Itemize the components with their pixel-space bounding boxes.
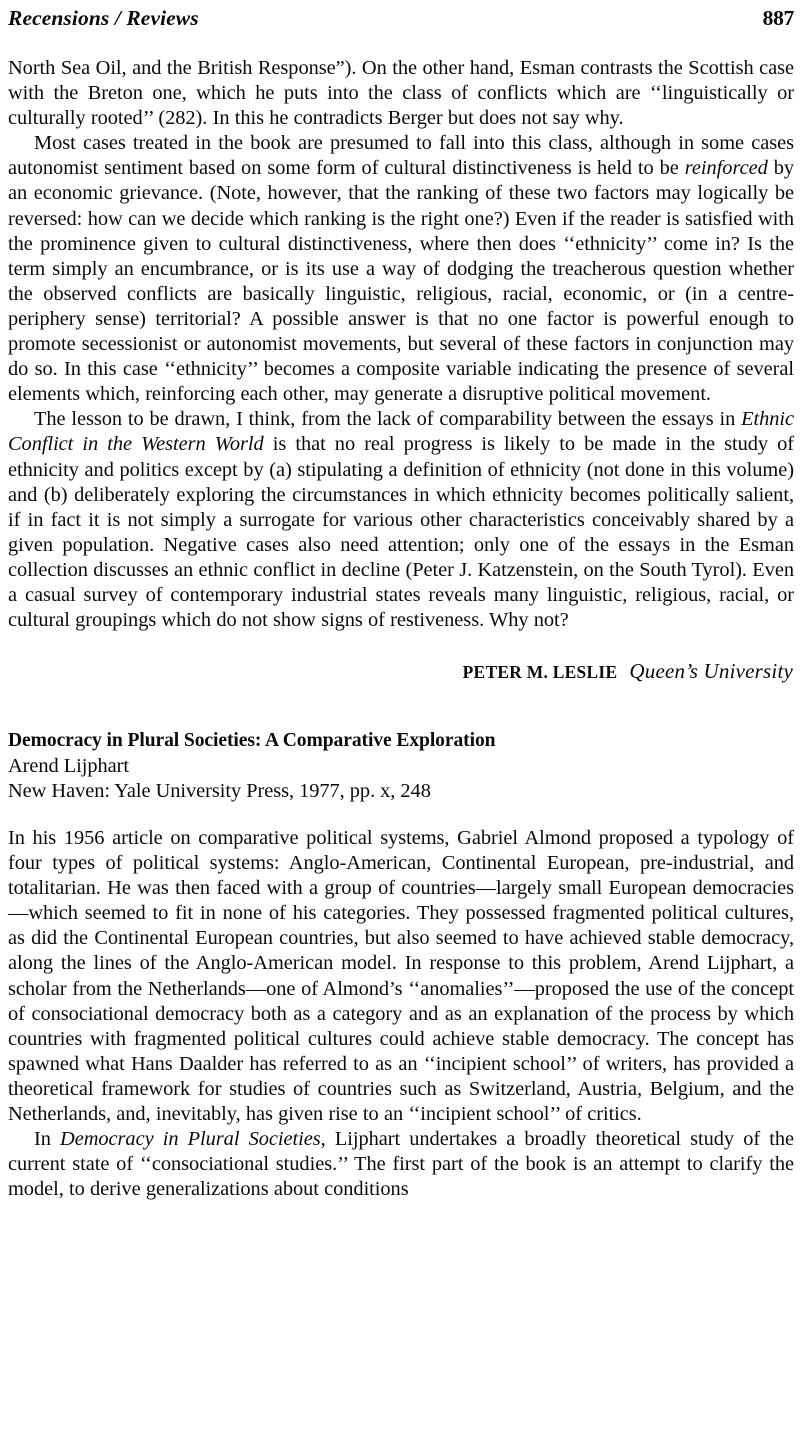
text-run: North Sea Oil, and the British Response”). On the other hand, Esman contrasts the Scottish case with the Breton one, which he puts into the class of conflicts which are ‘‘linguistically or culturally rooted’’ (282). In this he contradicts Berger but does not say why. bbox=[8, 57, 794, 130]
paragraph bbox=[8, 826, 794, 1127]
text-run: is that no real progress is likely to be made in the study of ethnicity and politics except by (a) stipulating a definition of ethnicity (not done in this volume) and (b) deliberately exploring the circumstances in which ethnicity becomes politically salient, if in fact it is not simply a surrogate for various other characteristics conceivably shared by a given population. Negative cases also need attention; only one of the essays in the Esman collection discusses an ethnic conflict in decline (Peter J. Katzenstein, on the South Tyrol). Even a casual survey of contemporary industrial states reveals many linguistic, religious, racial, or cultural groupings which do not show signs of restiveness. Why not? bbox=[8, 433, 795, 632]
text-run: Most cases treated in the book are presumed to fall into this class, although in some cases autonomist sentiment based on some form of cultural distinctiveness is held to be bbox=[8, 132, 794, 180]
review-two-body bbox=[8, 826, 794, 1202]
italic-title: Ethnic Conflict in the Western World bbox=[8, 408, 794, 456]
italic-title: reinforced bbox=[684, 157, 768, 180]
review-one-paragraphs bbox=[8, 56, 794, 633]
page-number: 887 bbox=[762, 6, 794, 30]
reviewer-affiliation: Queen’s University bbox=[629, 659, 793, 684]
book-title: Democracy in Plural Societies: A Comparative Exploration bbox=[8, 730, 496, 752]
paragraph bbox=[8, 56, 794, 131]
review-two-heading bbox=[8, 729, 794, 804]
review-two-paragraphs bbox=[8, 826, 794, 1202]
review-one-body bbox=[8, 56, 794, 685]
book-author: Arend Lijphart bbox=[8, 754, 130, 777]
text-run: In his 1956 article on comparative political systems, Gabriel Almond proposed a typology of four types of political systems: Anglo-American, Continental European, pre-industrial, and totalitarian. He was then faced with a group of countries—largely small European democracies—which seemed to fit in none of his categories. They possessed fragmented political cultures, as did the Continental European countries, but also seemed to have achieved stable democracy, along the lines of the Anglo-American model. In response to this problem, Arend Lijphart, a scholar from the Netherlands—one of Almond’s ‘‘anomalies’’—proposed the use of the concept of consociational democracy both as a category and as an explanation of the process by which countries with fragmented political cultures could achieve stable democracy. The concept has spawned what Hans Daalder has referred to as an ‘‘incipient school’’ of writers, has provided a theoretical framework for studies of countries such as Switzerland, Austria, Belgium, and the Netherlands, and, inevitably, has given rise to an ‘‘incipient school’’ of critics. bbox=[8, 826, 794, 1125]
text-run: In bbox=[34, 1128, 61, 1151]
paragraph bbox=[8, 131, 794, 407]
text-run: , Lijphart undertakes a broadly theoretical study of the current state of ‘‘consociational studies.’’ The first part of the book is an attempt to clarify the model, to derive generalizations about conditions bbox=[8, 1128, 794, 1201]
book-imprint: New Haven: Yale University Press, 1977, pp. x, 248 bbox=[8, 779, 431, 802]
italic-title: Democracy in Plural Societies bbox=[60, 1128, 321, 1151]
page-content bbox=[8, 0, 794, 1202]
paragraph bbox=[8, 1127, 794, 1202]
running-head-title: Recensions / Reviews bbox=[8, 6, 199, 30]
running-head bbox=[8, 0, 794, 40]
text-run: The lesson to be drawn, I think, from the lack of comparability between the essays in bbox=[34, 408, 742, 431]
paragraph bbox=[8, 407, 794, 633]
text-run: by an economic grievance. (Note, however, that the ranking of these two factors may logically be reversed: how can we decide which ranking is the right one?) Even if the reader is satisfied with the prominence given to cultural distinctiveness, where then does ‘‘ethnicity’’ come in? Is the term simply an encumbrance, or is its use a way of dodging the treacherous question whether the observed conflicts are basically linguistic, religious, racial, economic, or (in a centre-periphery sense) territorial? A possible answer is that no one factor is powerful enough to promote secessionist or autonomist movements, but several of these factors in conjunction may do so. In this case ‘‘ethnicity’’ becomes a composite variable indicating the presence of several elements which, reinforcing each other, may generate a disruptive political movement. bbox=[8, 157, 795, 406]
reviewer-name: PETER M. LESLIE bbox=[462, 662, 618, 683]
review-one-byline bbox=[8, 659, 794, 685]
